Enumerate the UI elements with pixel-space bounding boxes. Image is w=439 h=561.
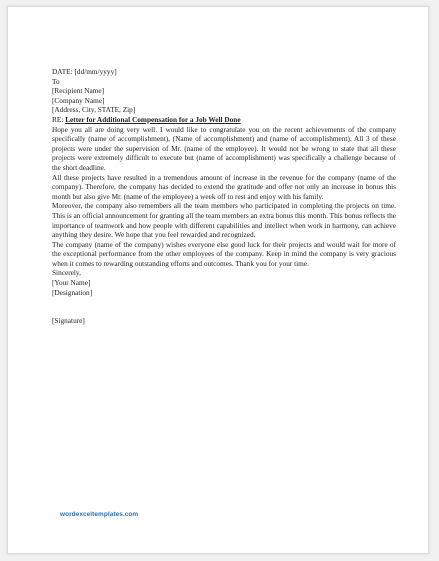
recipient-address: [Address, City, STATE, Zip] xyxy=(52,105,136,115)
paragraph-3: Moreover, the company also remembers all the team members who participated in completing the projects on time. This is an official announcement for granting all the team members an extra bonus this month. This bonus reflects the importance of teamwork and how people with different capabilities and intellect when work in harmony, can achieve anything they desire. We hope that you feel rewarded and recognized. xyxy=(52,201,396,240)
sender-name: [Your Name] xyxy=(52,278,91,288)
sender-designation: [Designation] xyxy=(52,287,93,297)
sender-block xyxy=(52,278,396,297)
document-page xyxy=(7,6,429,554)
recipient-company: [Company Name] xyxy=(52,95,105,105)
letter-date: DATE: [dd/mm/yyyy] xyxy=(52,67,117,76)
recipient-block xyxy=(52,86,396,115)
signature-gap xyxy=(52,297,396,316)
paragraph-4: The company (name of the company) wishes everyone else good luck for their projects and would wait for more of the exceptional performance from the other employees of the company. Keep in mind the company is very gracious when it comes to rewarding outstanding efforts and outcomes. Thank you for your time. xyxy=(52,239,396,268)
letter-closing: Sincerely, xyxy=(52,268,81,278)
letter-subject: Letter for Additional Compensation for a Job Well Done xyxy=(65,114,241,124)
re-label: RE: xyxy=(52,114,64,124)
paragraph-2: All these projects have resulted in a tremendous amount of increase in the revenue for the company (name of the company). Therefore, the company has decided to extend the gratitude and offer not only an increase in bonus this month but also give Mr. (name of the employee) a week off to rest and enjoy with his family. xyxy=(52,172,396,201)
recipient-name: [Recipient Name] xyxy=(52,86,105,96)
letter-body xyxy=(52,67,396,326)
subject-line xyxy=(52,115,396,125)
letter-to: To xyxy=(52,76,60,86)
site-logo: wordexceltemplates.com xyxy=(60,511,139,518)
signature-placeholder: [Signature] xyxy=(52,316,85,326)
paragraph-1: Hope you all are doing very well. I would like to congratulate you on the recent achievements of the company specifically (name of accomplishment), (Name of accomplishment) and (name of accomplishment). All 3 of these projects were under the supervision of Mr. (name of the employee). It would not be wrong to state that all these projects were extremely difficult to execute but (name of accomplishment) was specifically a challenge because of the short deadline. xyxy=(52,124,396,172)
